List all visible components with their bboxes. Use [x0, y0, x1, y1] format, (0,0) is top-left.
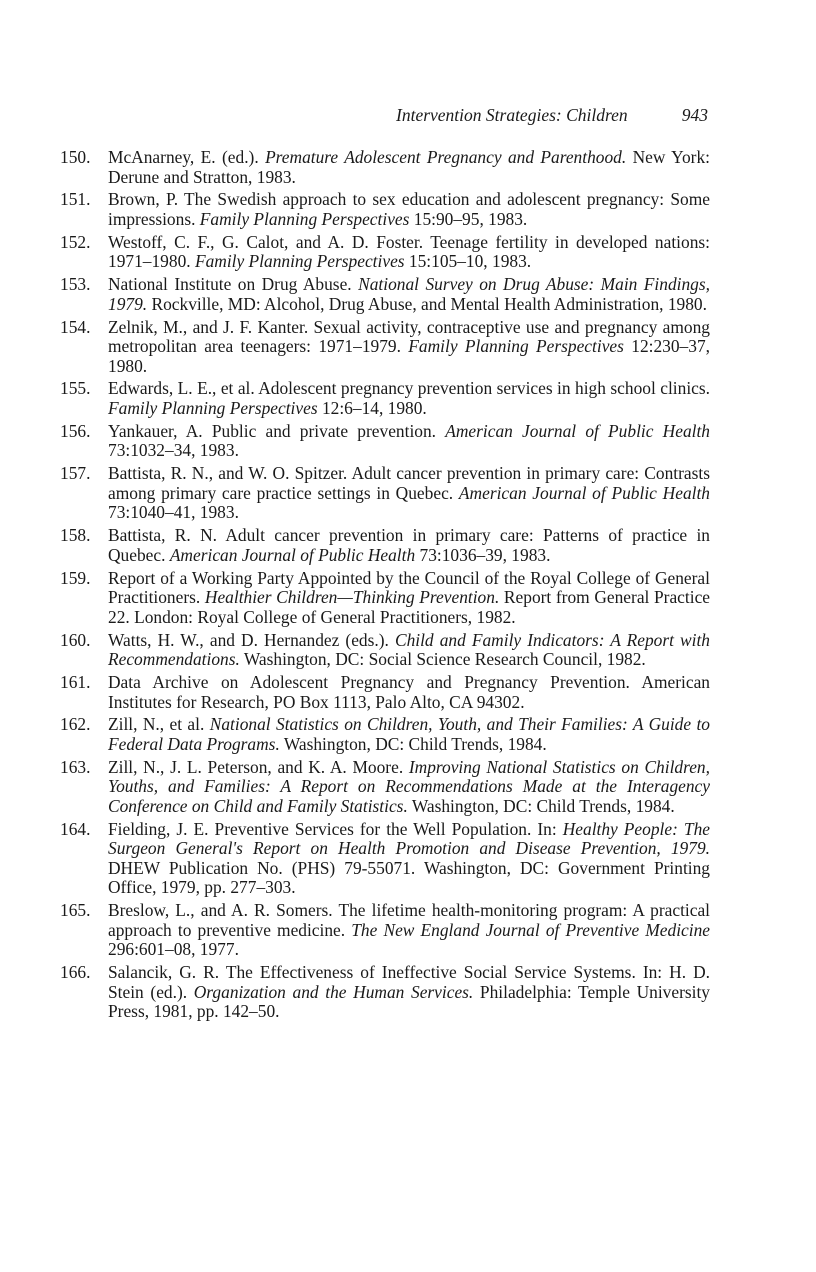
reference-item: [60, 464, 710, 523]
reference-list: [60, 148, 710, 1025]
reference-text: [108, 715, 710, 754]
reference-item: [60, 820, 710, 898]
reference-number: 156.: [60, 420, 91, 441]
reference-title-italic: National Survey on Drug Abuse: Main Findings, 1979.: [108, 274, 710, 314]
reference-title-italic: Family Planning Perspectives: [108, 398, 318, 419]
reference-text-segment: Report from General Practice 22. London: Royal College of General Practitioners, 1982.: [108, 587, 711, 627]
reference-text: [108, 631, 710, 670]
reference-text-segment: Washington, DC: Child Trends, 1984.: [407, 795, 675, 816]
reference-item: [60, 715, 710, 754]
reference-title-italic: American Journal of Public Health: [458, 482, 710, 503]
reference-number: 158.: [60, 525, 91, 546]
reference-title-italic: Healthier Children—Thinking Prevention.: [204, 587, 500, 608]
reference-text-segment: Westoff, C. F., G. Calot, and A. D. Foster. Teenage fertility in developed nations: 1971–1980.: [108, 231, 710, 272]
reference-title-italic: Improving National Statistics on Children, Youths, and Families: A Report on Recommendations Made at the Interagency Conference on Child and Family Statistics.: [108, 756, 710, 816]
reference-title-italic: National Statistics on Children, Youth, and Their Families: A Guide to Federal Data Programs.: [108, 714, 711, 754]
reference-text: [108, 820, 710, 898]
reference-number: 157.: [60, 463, 91, 484]
reference-text: [108, 190, 710, 229]
reference-title-italic: Organization and the Human Services.: [193, 981, 474, 1002]
reference-number: 164.: [60, 818, 91, 839]
reference-text: [108, 148, 710, 187]
reference-number: 166.: [60, 962, 91, 983]
reference-text-segment: 73:1040–41, 1983.: [108, 502, 239, 523]
reference-text-segment: Zill, N., J. L. Peterson, and K. A. Moore.: [108, 756, 409, 777]
reference-title-italic: The New England Journal of Preventive Medicine: [351, 919, 711, 940]
reference-text-segment: 12:230–37, 1980.: [108, 336, 710, 376]
reference-item: [60, 148, 710, 187]
reference-text-segment: Report of a Working Party Appointed by the Council of the Royal College of General Practitioners.: [108, 567, 710, 608]
reference-title-italic: Healthy People: The Surgeon General's Report on Health Promotion and Disease Prevention, 1979.: [108, 818, 711, 859]
reference-number: 163.: [60, 756, 91, 777]
reference-text-segment: 73:1036–39, 1983.: [415, 544, 551, 565]
reference-text-segment: New York: Derune and Stratton, 1983.: [108, 147, 710, 187]
running-head: [396, 104, 708, 126]
reference-text-segment: Watts, H. W., and D. Hernandez (eds.).: [108, 629, 395, 650]
reference-text-segment: National Institute on Drug Abuse.: [108, 274, 359, 295]
reference-text-segment: 296:601–08, 1977.: [108, 939, 239, 960]
reference-number: 159.: [60, 567, 91, 588]
reference-number: 161.: [60, 671, 91, 692]
reference-text: [108, 758, 710, 817]
reference-text-segment: 12:6–14, 1980.: [317, 398, 427, 419]
reference-text: [108, 673, 710, 712]
reference-item: [60, 526, 710, 565]
reference-item: [60, 569, 710, 628]
reference-text: [108, 233, 710, 272]
reference-text-segment: 15:105–10, 1983.: [404, 251, 532, 272]
reference-text-segment: 73:1032–34, 1983.: [108, 440, 239, 461]
reference-number: 165.: [60, 900, 91, 921]
reference-text-segment: Battista, R. N. Adult cancer prevention in primary care: Patterns of practice in Quebec.: [108, 525, 710, 565]
reference-text: [108, 379, 710, 418]
reference-item: [60, 631, 710, 670]
reference-text-segment: Philadelphia: Temple University Press, 1981, pp. 142–50.: [108, 981, 710, 1022]
reference-text-segment: Rockville, MD: Alcohol, Drug Abuse, and Mental Health Administration, 1980.: [147, 293, 707, 314]
reference-text-segment: Data Archive on Adolescent Pregnancy and Pregnancy Prevention. American Institutes for Research, PO Box 1113, Palo Alto, CA 94302.: [108, 671, 710, 712]
reference-text-segment: Salancik, G. R. The Effectiveness of Ineffective Social Service Systems. In: H. D. Stein (ed.).: [108, 962, 710, 1002]
reference-title-italic: Family Planning Perspectives: [408, 336, 624, 357]
reference-text: [108, 464, 710, 523]
reference-text-segment: Zill, N., et al.: [108, 714, 210, 735]
reference-number: 162.: [60, 714, 91, 735]
reference-number: 153.: [60, 274, 91, 295]
reference-number: 151.: [60, 189, 91, 210]
reference-text: [108, 963, 710, 1022]
reference-title-italic: Family Planning Perspectives: [194, 251, 405, 272]
reference-text-segment: Edwards, L. E., et al. Adolescent pregnancy prevention services in high school clinics.: [108, 378, 710, 399]
reference-item: [60, 673, 710, 712]
reference-text: [108, 901, 710, 960]
reference-text-segment: DHEW Publication No. (PHS) 79-55071. Washington, DC: Government Printing Office, 1979, pp. 277–303.: [108, 857, 710, 898]
reference-number: 152.: [60, 231, 91, 252]
reference-number: 155.: [60, 378, 91, 399]
reference-text: [108, 526, 710, 565]
page-number: 943: [681, 105, 708, 125]
reference-text-segment: Brown, P. The Swedish approach to sex education and adolescent pregnancy: Some impressions.: [108, 189, 710, 229]
reference-item: [60, 275, 710, 314]
reference-text-segment: 15:90–95, 1983.: [409, 208, 528, 229]
reference-text: [108, 422, 710, 461]
reference-text: [108, 569, 710, 628]
reference-text-segment: Breslow, L., and A. R. Somers. The lifetime health-monitoring program: A practical approach to preventive medicine.: [108, 900, 710, 940]
reference-item: [60, 758, 710, 817]
reference-text-segment: Washington, DC: Social Science Research Council, 1982.: [239, 649, 646, 670]
reference-text-segment: Yankauer, A. Public and private prevention.: [108, 420, 446, 441]
reference-text-segment: Washington, DC: Child Trends, 1984.: [279, 733, 547, 754]
reference-title-italic: American Journal of Public Health: [445, 420, 710, 441]
reference-title-italic: American Journal of Public Health: [169, 544, 416, 565]
reference-number: 160.: [60, 629, 91, 650]
reference-text: [108, 275, 710, 314]
reference-item: [60, 190, 710, 229]
reference-item: [60, 379, 710, 418]
reference-item: [60, 901, 710, 960]
reference-item: [60, 233, 710, 272]
reference-text-segment: Zelnik, M., and J. F. Kanter. Sexual activity, contraceptive use and pregnancy among metropolitan area teenagers: 1971–1979.: [108, 316, 710, 357]
reference-title-italic: Premature Adolescent Pregnancy and Parenthood.: [265, 147, 627, 167]
reference-text-segment: McAnarney, E. (ed.).: [108, 147, 266, 167]
reference-text-segment: Fielding, J. E. Preventive Services for the Well Population. In:: [108, 818, 563, 839]
reference-title-italic: Family Planning Perspectives: [199, 208, 410, 229]
reference-item: [60, 422, 710, 461]
reference-item: [60, 318, 710, 377]
reference-text: [108, 318, 710, 377]
reference-number: 150.: [60, 147, 91, 167]
running-head-title: Intervention Strategies: Children: [396, 105, 628, 125]
reference-title-italic: Child and Family Indicators: A Report with Recommendations.: [108, 629, 711, 670]
reference-item: [60, 963, 710, 1022]
reference-text-segment: Battista, R. N., and W. O. Spitzer. Adult cancer prevention in primary care: Contrasts among primary care practice settings in Quebec.: [108, 463, 710, 503]
reference-number: 154.: [60, 316, 91, 337]
